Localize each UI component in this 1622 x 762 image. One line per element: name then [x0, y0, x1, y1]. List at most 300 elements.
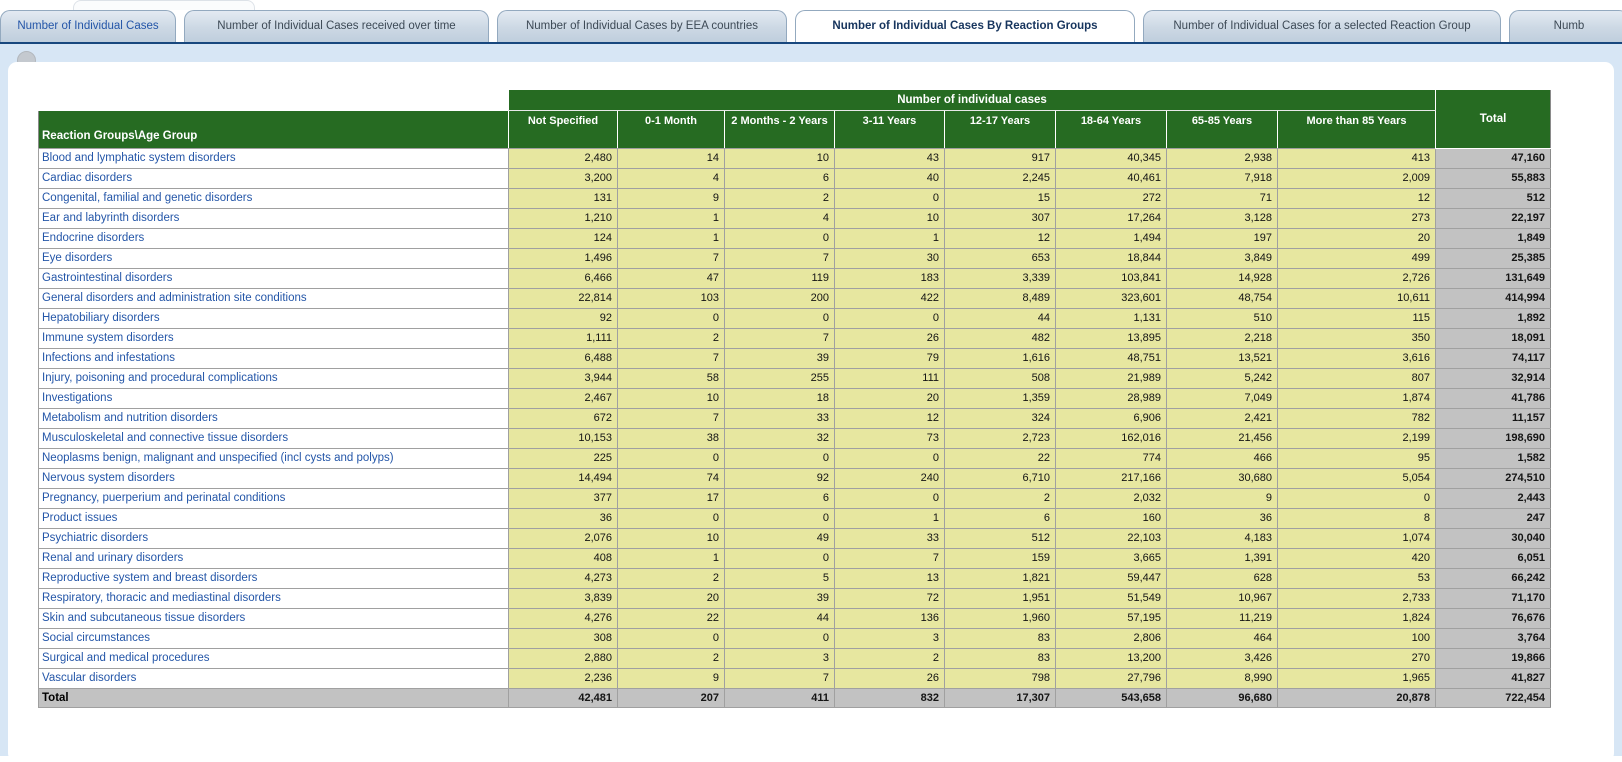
row-total-cell: 41,827 [1436, 668, 1551, 688]
case-count-cell: 14,928 [1167, 268, 1278, 288]
case-count-cell: 20 [835, 388, 945, 408]
case-count-cell: 10 [618, 528, 725, 548]
case-count-cell: 13,521 [1167, 348, 1278, 368]
row-total-cell: 6,051 [1436, 548, 1551, 568]
tab-2[interactable] [184, 10, 489, 42]
case-count-cell: 18,844 [1056, 248, 1167, 268]
row-total-cell: 274,510 [1436, 468, 1551, 488]
column-total-cell: 20,878 [1278, 688, 1436, 707]
case-count-cell: 38 [618, 428, 725, 448]
column-header-3: 2 Months - 2 Years [725, 110, 835, 148]
case-count-cell: 1 [618, 208, 725, 228]
table-body [39, 148, 1551, 707]
column-header-row [39, 110, 1551, 148]
case-count-cell: 0 [725, 448, 835, 468]
case-count-cell: 1 [835, 228, 945, 248]
case-count-cell: 2,880 [509, 648, 618, 668]
case-count-cell: 74 [618, 468, 725, 488]
case-count-cell: 103 [618, 288, 725, 308]
grand-total-cell: 722,454 [1436, 688, 1551, 707]
case-count-cell: 49 [725, 528, 835, 548]
reaction-group-link[interactable]: Musculoskeletal and connective tissue disorders [39, 428, 509, 448]
case-count-cell: 273 [1278, 208, 1436, 228]
case-count-cell: 95 [1278, 448, 1436, 468]
case-count-cell: 6,488 [509, 348, 618, 368]
case-count-cell: 0 [618, 448, 725, 468]
case-count-cell: 8,990 [1167, 668, 1278, 688]
tab-3[interactable] [497, 10, 787, 42]
case-count-cell: 47 [618, 268, 725, 288]
case-count-cell: 422 [835, 288, 945, 308]
case-count-cell: 2,938 [1167, 148, 1278, 168]
case-count-cell: 22 [618, 608, 725, 628]
case-count-cell: 9 [618, 668, 725, 688]
table-row [39, 608, 1551, 628]
case-count-cell: 44 [725, 608, 835, 628]
case-count-cell: 39 [725, 588, 835, 608]
case-count-cell: 27,796 [1056, 668, 1167, 688]
table-row [39, 468, 1551, 488]
column-total-cell: 411 [725, 688, 835, 707]
case-count-cell: 6 [725, 168, 835, 188]
case-count-cell: 51,549 [1056, 588, 1167, 608]
row-total-cell: 47,160 [1436, 148, 1551, 168]
reaction-group-link[interactable]: Hepatobiliary disorders [39, 308, 509, 328]
case-count-cell: 0 [725, 228, 835, 248]
case-count-cell: 225 [509, 448, 618, 468]
case-count-cell: 9 [618, 188, 725, 208]
case-count-cell: 57,195 [1056, 608, 1167, 628]
case-count-cell: 2,421 [1167, 408, 1278, 428]
case-count-cell: 22 [945, 448, 1056, 468]
case-count-cell: 2,726 [1278, 268, 1436, 288]
case-count-cell: 3 [725, 648, 835, 668]
case-count-cell: 15 [945, 188, 1056, 208]
case-count-cell: 1,496 [509, 248, 618, 268]
case-count-cell: 2 [618, 648, 725, 668]
case-count-cell: 413 [1278, 148, 1436, 168]
row-total-cell: 131,649 [1436, 268, 1551, 288]
row-total-cell: 41,786 [1436, 388, 1551, 408]
case-count-cell: 0 [725, 548, 835, 568]
case-count-cell: 6,466 [509, 268, 618, 288]
case-count-cell: 43 [835, 148, 945, 168]
tab-label: Numb [1553, 20, 1585, 32]
case-count-cell: 2,245 [945, 168, 1056, 188]
column-total-cell: 17,307 [945, 688, 1056, 707]
reaction-group-link[interactable]: Pregnancy, puerperium and perinatal conditions [39, 488, 509, 508]
case-count-cell: 115 [1278, 308, 1436, 328]
case-count-cell: 255 [725, 368, 835, 388]
column-header-4: 3-11 Years [835, 110, 945, 148]
case-count-cell: 3,849 [1167, 248, 1278, 268]
case-count-cell: 3,128 [1167, 208, 1278, 228]
case-count-cell: 4 [725, 208, 835, 228]
case-count-cell: 628 [1167, 568, 1278, 588]
case-count-cell: 4,183 [1167, 528, 1278, 548]
row-total-cell: 18,091 [1436, 328, 1551, 348]
case-count-cell: 30 [835, 248, 945, 268]
case-count-cell: 798 [945, 668, 1056, 688]
case-count-cell: 159 [945, 548, 1056, 568]
case-count-cell: 0 [835, 448, 945, 468]
case-count-cell: 7 [618, 408, 725, 428]
case-count-cell: 131 [509, 188, 618, 208]
case-count-cell: 217,166 [1056, 468, 1167, 488]
case-count-cell: 22,814 [509, 288, 618, 308]
case-count-cell: 200 [725, 288, 835, 308]
case-count-cell: 2,009 [1278, 168, 1436, 188]
case-count-cell: 2,733 [1278, 588, 1436, 608]
table-row [39, 668, 1551, 688]
case-count-cell: 1,210 [509, 208, 618, 228]
table-row [39, 308, 1551, 328]
case-count-cell: 308 [509, 628, 618, 648]
table-row [39, 408, 1551, 428]
case-count-cell: 464 [1167, 628, 1278, 648]
row-total-cell: 55,883 [1436, 168, 1551, 188]
case-count-cell: 83 [945, 628, 1056, 648]
case-count-cell: 22,103 [1056, 528, 1167, 548]
case-count-cell: 48,751 [1056, 348, 1167, 368]
case-count-cell: 40,461 [1056, 168, 1167, 188]
case-count-cell: 10 [835, 208, 945, 228]
case-count-cell: 17 [618, 488, 725, 508]
reaction-group-link[interactable]: Neoplasms benign, malignant and unspecified (incl cysts and polyps) [39, 448, 509, 468]
case-count-cell: 3,944 [509, 368, 618, 388]
reaction-group-link[interactable]: Injury, poisoning and procedural complications [39, 368, 509, 388]
case-count-cell: 307 [945, 208, 1056, 228]
table-title: Number of individual cases [509, 90, 1436, 110]
table-row [39, 188, 1551, 208]
column-header-2: 0-1 Month [618, 110, 725, 148]
tab-label: Number of Individual Cases for a selected Reaction Group [1173, 20, 1471, 32]
case-count-cell: 653 [945, 248, 1056, 268]
case-count-cell: 40,345 [1056, 148, 1167, 168]
table-row [39, 168, 1551, 188]
case-count-cell: 377 [509, 488, 618, 508]
case-count-cell: 0 [618, 628, 725, 648]
case-count-cell: 2,467 [509, 388, 618, 408]
case-count-cell: 119 [725, 268, 835, 288]
case-count-cell: 10 [618, 388, 725, 408]
reaction-group-link[interactable]: Cardiac disorders [39, 168, 509, 188]
case-count-cell: 7 [725, 668, 835, 688]
reaction-group-link[interactable]: Infections and infestations [39, 348, 509, 368]
case-count-cell: 272 [1056, 188, 1167, 208]
case-count-cell: 3,839 [509, 588, 618, 608]
case-count-cell: 0 [835, 188, 945, 208]
reaction-group-link[interactable]: Product issues [39, 508, 509, 528]
case-count-cell: 3,665 [1056, 548, 1167, 568]
case-count-cell: 30,680 [1167, 468, 1278, 488]
table-row [39, 428, 1551, 448]
case-count-cell: 53 [1278, 568, 1436, 588]
case-count-cell: 7 [725, 328, 835, 348]
case-count-cell: 7 [725, 248, 835, 268]
reaction-group-link[interactable]: Ear and labyrinth disorders [39, 208, 509, 228]
case-count-cell: 92 [725, 468, 835, 488]
case-count-cell: 324 [945, 408, 1056, 428]
case-count-cell: 2,218 [1167, 328, 1278, 348]
case-count-cell: 2 [618, 568, 725, 588]
reaction-group-link[interactable]: Nervous system disorders [39, 468, 509, 488]
reaction-group-link[interactable]: Metabolism and nutrition disorders [39, 408, 509, 428]
reaction-group-link[interactable]: Vascular disorders [39, 668, 509, 688]
table-row [39, 588, 1551, 608]
case-count-cell: 59,447 [1056, 568, 1167, 588]
case-count-cell: 7 [618, 348, 725, 368]
case-count-cell: 183 [835, 268, 945, 288]
reaction-group-link[interactable]: Social circumstances [39, 628, 509, 648]
row-total-cell: 2,443 [1436, 488, 1551, 508]
tab-strip-area [0, 0, 1622, 44]
case-count-cell: 1,131 [1056, 308, 1167, 328]
case-count-cell: 6 [945, 508, 1056, 528]
reaction-group-link[interactable]: Investigations [39, 388, 509, 408]
case-count-cell: 8 [1278, 508, 1436, 528]
column-header-5: 12-17 Years [945, 110, 1056, 148]
tab-5[interactable] [1143, 10, 1501, 42]
reaction-group-link[interactable]: Reproductive system and breast disorders [39, 568, 509, 588]
case-count-cell: 1,821 [945, 568, 1056, 588]
table-row [39, 328, 1551, 348]
band-header-row [39, 90, 1551, 110]
case-count-cell: 3,200 [509, 168, 618, 188]
reaction-group-link[interactable]: Congenital, familial and genetic disorders [39, 188, 509, 208]
column-header-6: 18-64 Years [1056, 110, 1167, 148]
case-count-cell: 420 [1278, 548, 1436, 568]
case-count-cell: 14 [618, 148, 725, 168]
case-count-cell: 408 [509, 548, 618, 568]
case-count-cell: 20 [618, 588, 725, 608]
case-count-cell: 160 [1056, 508, 1167, 528]
case-count-cell: 1,074 [1278, 528, 1436, 548]
row-total-cell: 247 [1436, 508, 1551, 528]
case-count-cell: 103,841 [1056, 268, 1167, 288]
case-count-cell: 2 [945, 488, 1056, 508]
tab-label: Number of Individual Cases by EEA countries [525, 20, 759, 32]
row-total-cell: 22,197 [1436, 208, 1551, 228]
reaction-group-link[interactable]: Blood and lymphatic system disorders [39, 148, 509, 168]
case-count-cell: 71 [1167, 188, 1278, 208]
case-count-cell: 20 [1278, 228, 1436, 248]
case-count-cell: 1,494 [1056, 228, 1167, 248]
case-count-cell: 32 [725, 428, 835, 448]
reaction-group-link[interactable]: Gastrointestinal disorders [39, 268, 509, 288]
case-count-cell: 197 [1167, 228, 1278, 248]
case-count-cell: 8,489 [945, 288, 1056, 308]
table-row [39, 248, 1551, 268]
reaction-group-link[interactable]: Surgical and medical procedures [39, 648, 509, 668]
case-count-cell: 7,049 [1167, 388, 1278, 408]
row-total-cell: 30,040 [1436, 528, 1551, 548]
case-count-cell: 18 [725, 388, 835, 408]
tab-label: Number of Individual Cases [17, 20, 159, 32]
table-row [39, 208, 1551, 228]
case-count-cell: 7 [835, 548, 945, 568]
table-row [39, 228, 1551, 248]
case-count-cell: 17,264 [1056, 208, 1167, 228]
case-count-cell: 1,824 [1278, 608, 1436, 628]
reaction-group-link[interactable]: Eye disorders [39, 248, 509, 268]
tab-4[interactable] [795, 10, 1135, 42]
reaction-group-link[interactable]: Endocrine disorders [39, 228, 509, 248]
case-count-cell: 2,806 [1056, 628, 1167, 648]
reaction-group-link[interactable]: Renal and urinary disorders [39, 548, 509, 568]
case-count-cell: 5,054 [1278, 468, 1436, 488]
case-count-cell: 0 [1278, 488, 1436, 508]
tab-1[interactable] [0, 10, 176, 42]
column-total-cell: 832 [835, 688, 945, 707]
case-count-cell: 10,153 [509, 428, 618, 448]
case-count-cell: 5 [725, 568, 835, 588]
tab-label: Number of Individual Cases received over time [217, 20, 456, 32]
case-count-cell: 1,111 [509, 328, 618, 348]
case-count-cell: 1,874 [1278, 388, 1436, 408]
case-count-cell: 36 [509, 508, 618, 528]
table-row [39, 348, 1551, 368]
case-count-cell: 0 [835, 308, 945, 328]
case-count-cell: 100 [1278, 628, 1436, 648]
reaction-group-link[interactable]: Psychiatric disorders [39, 528, 509, 548]
case-count-cell: 1,951 [945, 588, 1056, 608]
case-count-cell: 3,339 [945, 268, 1056, 288]
case-count-cell: 499 [1278, 248, 1436, 268]
case-count-cell: 5,242 [1167, 368, 1278, 388]
case-count-cell: 44 [945, 308, 1056, 328]
case-count-cell: 72 [835, 588, 945, 608]
case-count-cell: 240 [835, 468, 945, 488]
case-count-cell: 73 [835, 428, 945, 448]
row-total-cell: 11,157 [1436, 408, 1551, 428]
tab-6[interactable] [1509, 10, 1622, 42]
tab-label: Number of Individual Cases By Reaction Groups [832, 20, 1098, 32]
case-count-cell: 4 [618, 168, 725, 188]
reaction-group-link[interactable]: Skin and subcutaneous tissue disorders [39, 608, 509, 628]
table-row [39, 368, 1551, 388]
case-count-cell: 466 [1167, 448, 1278, 468]
case-count-cell: 58 [618, 368, 725, 388]
case-count-cell: 1,391 [1167, 548, 1278, 568]
partial-tab-ghost [73, 0, 255, 10]
row-total-cell: 25,385 [1436, 248, 1551, 268]
case-count-cell: 0 [835, 488, 945, 508]
case-count-cell: 10 [725, 148, 835, 168]
table-row [39, 568, 1551, 588]
row-total-cell: 1,582 [1436, 448, 1551, 468]
case-count-cell: 917 [945, 148, 1056, 168]
case-count-cell: 92 [509, 308, 618, 328]
row-total-cell: 74,117 [1436, 348, 1551, 368]
case-count-cell: 1 [835, 508, 945, 528]
case-count-cell: 0 [618, 508, 725, 528]
case-count-cell: 1,616 [945, 348, 1056, 368]
case-count-cell: 83 [945, 648, 1056, 668]
table-row [39, 148, 1551, 168]
table-row [39, 548, 1551, 568]
case-count-cell: 136 [835, 608, 945, 628]
case-count-cell: 774 [1056, 448, 1167, 468]
case-count-cell: 323,601 [1056, 288, 1167, 308]
case-count-cell: 26 [835, 328, 945, 348]
case-count-cell: 4,276 [509, 608, 618, 628]
case-count-cell: 12 [1278, 188, 1436, 208]
case-count-cell: 3,616 [1278, 348, 1436, 368]
case-count-cell: 9 [1167, 488, 1278, 508]
column-total-cell: 42,481 [509, 688, 618, 707]
case-count-cell: 40 [835, 168, 945, 188]
row-total-cell: 3,764 [1436, 628, 1551, 648]
row-total-cell: 198,690 [1436, 428, 1551, 448]
case-count-cell: 0 [618, 308, 725, 328]
reaction-group-link[interactable]: Immune system disorders [39, 328, 509, 348]
case-count-cell: 510 [1167, 308, 1278, 328]
column-total-cell: 207 [618, 688, 725, 707]
case-count-cell: 21,989 [1056, 368, 1167, 388]
case-count-cell: 36 [1167, 508, 1278, 528]
case-count-cell: 111 [835, 368, 945, 388]
case-count-cell: 350 [1278, 328, 1436, 348]
blank-corner [39, 90, 509, 110]
column-header-7: 65-85 Years [1167, 110, 1278, 148]
case-count-cell: 512 [945, 528, 1056, 548]
case-count-cell: 13,200 [1056, 648, 1167, 668]
reaction-group-link[interactable]: General disorders and administration site conditions [39, 288, 509, 308]
case-count-cell: 482 [945, 328, 1056, 348]
table-row [39, 268, 1551, 288]
case-count-cell: 162,016 [1056, 428, 1167, 448]
case-count-cell: 2,480 [509, 148, 618, 168]
tab-bar [0, 10, 1622, 42]
cases-by-reaction-table [38, 90, 1551, 708]
case-count-cell: 39 [725, 348, 835, 368]
table-row [39, 508, 1551, 528]
row-total-cell: 512 [1436, 188, 1551, 208]
case-count-cell: 4,273 [509, 568, 618, 588]
table-row [39, 448, 1551, 468]
case-count-cell: 6 [725, 488, 835, 508]
case-count-cell: 7 [618, 248, 725, 268]
column-header-1: Not Specified [509, 110, 618, 148]
case-count-cell: 2 [618, 328, 725, 348]
column-header-total: Total [1436, 90, 1551, 148]
column-total-cell: 96,680 [1167, 688, 1278, 707]
case-count-cell: 13 [835, 568, 945, 588]
case-count-cell: 1,965 [1278, 668, 1436, 688]
case-count-cell: 33 [725, 408, 835, 428]
case-count-cell: 0 [725, 628, 835, 648]
table-row [39, 628, 1551, 648]
case-count-cell: 21,456 [1167, 428, 1278, 448]
row-total-cell: 414,994 [1436, 288, 1551, 308]
case-count-cell: 672 [509, 408, 618, 428]
grand-total-label: Total [39, 688, 509, 707]
row-total-cell: 71,170 [1436, 588, 1551, 608]
case-count-cell: 10,967 [1167, 588, 1278, 608]
case-count-cell: 270 [1278, 648, 1436, 668]
case-count-cell: 2 [725, 188, 835, 208]
case-count-cell: 11,219 [1167, 608, 1278, 628]
grand-total-row [39, 688, 1551, 707]
case-count-cell: 28,989 [1056, 388, 1167, 408]
case-count-cell: 48,754 [1167, 288, 1278, 308]
row-total-cell: 1,849 [1436, 228, 1551, 248]
case-count-cell: 33 [835, 528, 945, 548]
case-count-cell: 1 [618, 548, 725, 568]
reaction-group-link[interactable]: Respiratory, thoracic and mediastinal disorders [39, 588, 509, 608]
case-count-cell: 0 [725, 508, 835, 528]
